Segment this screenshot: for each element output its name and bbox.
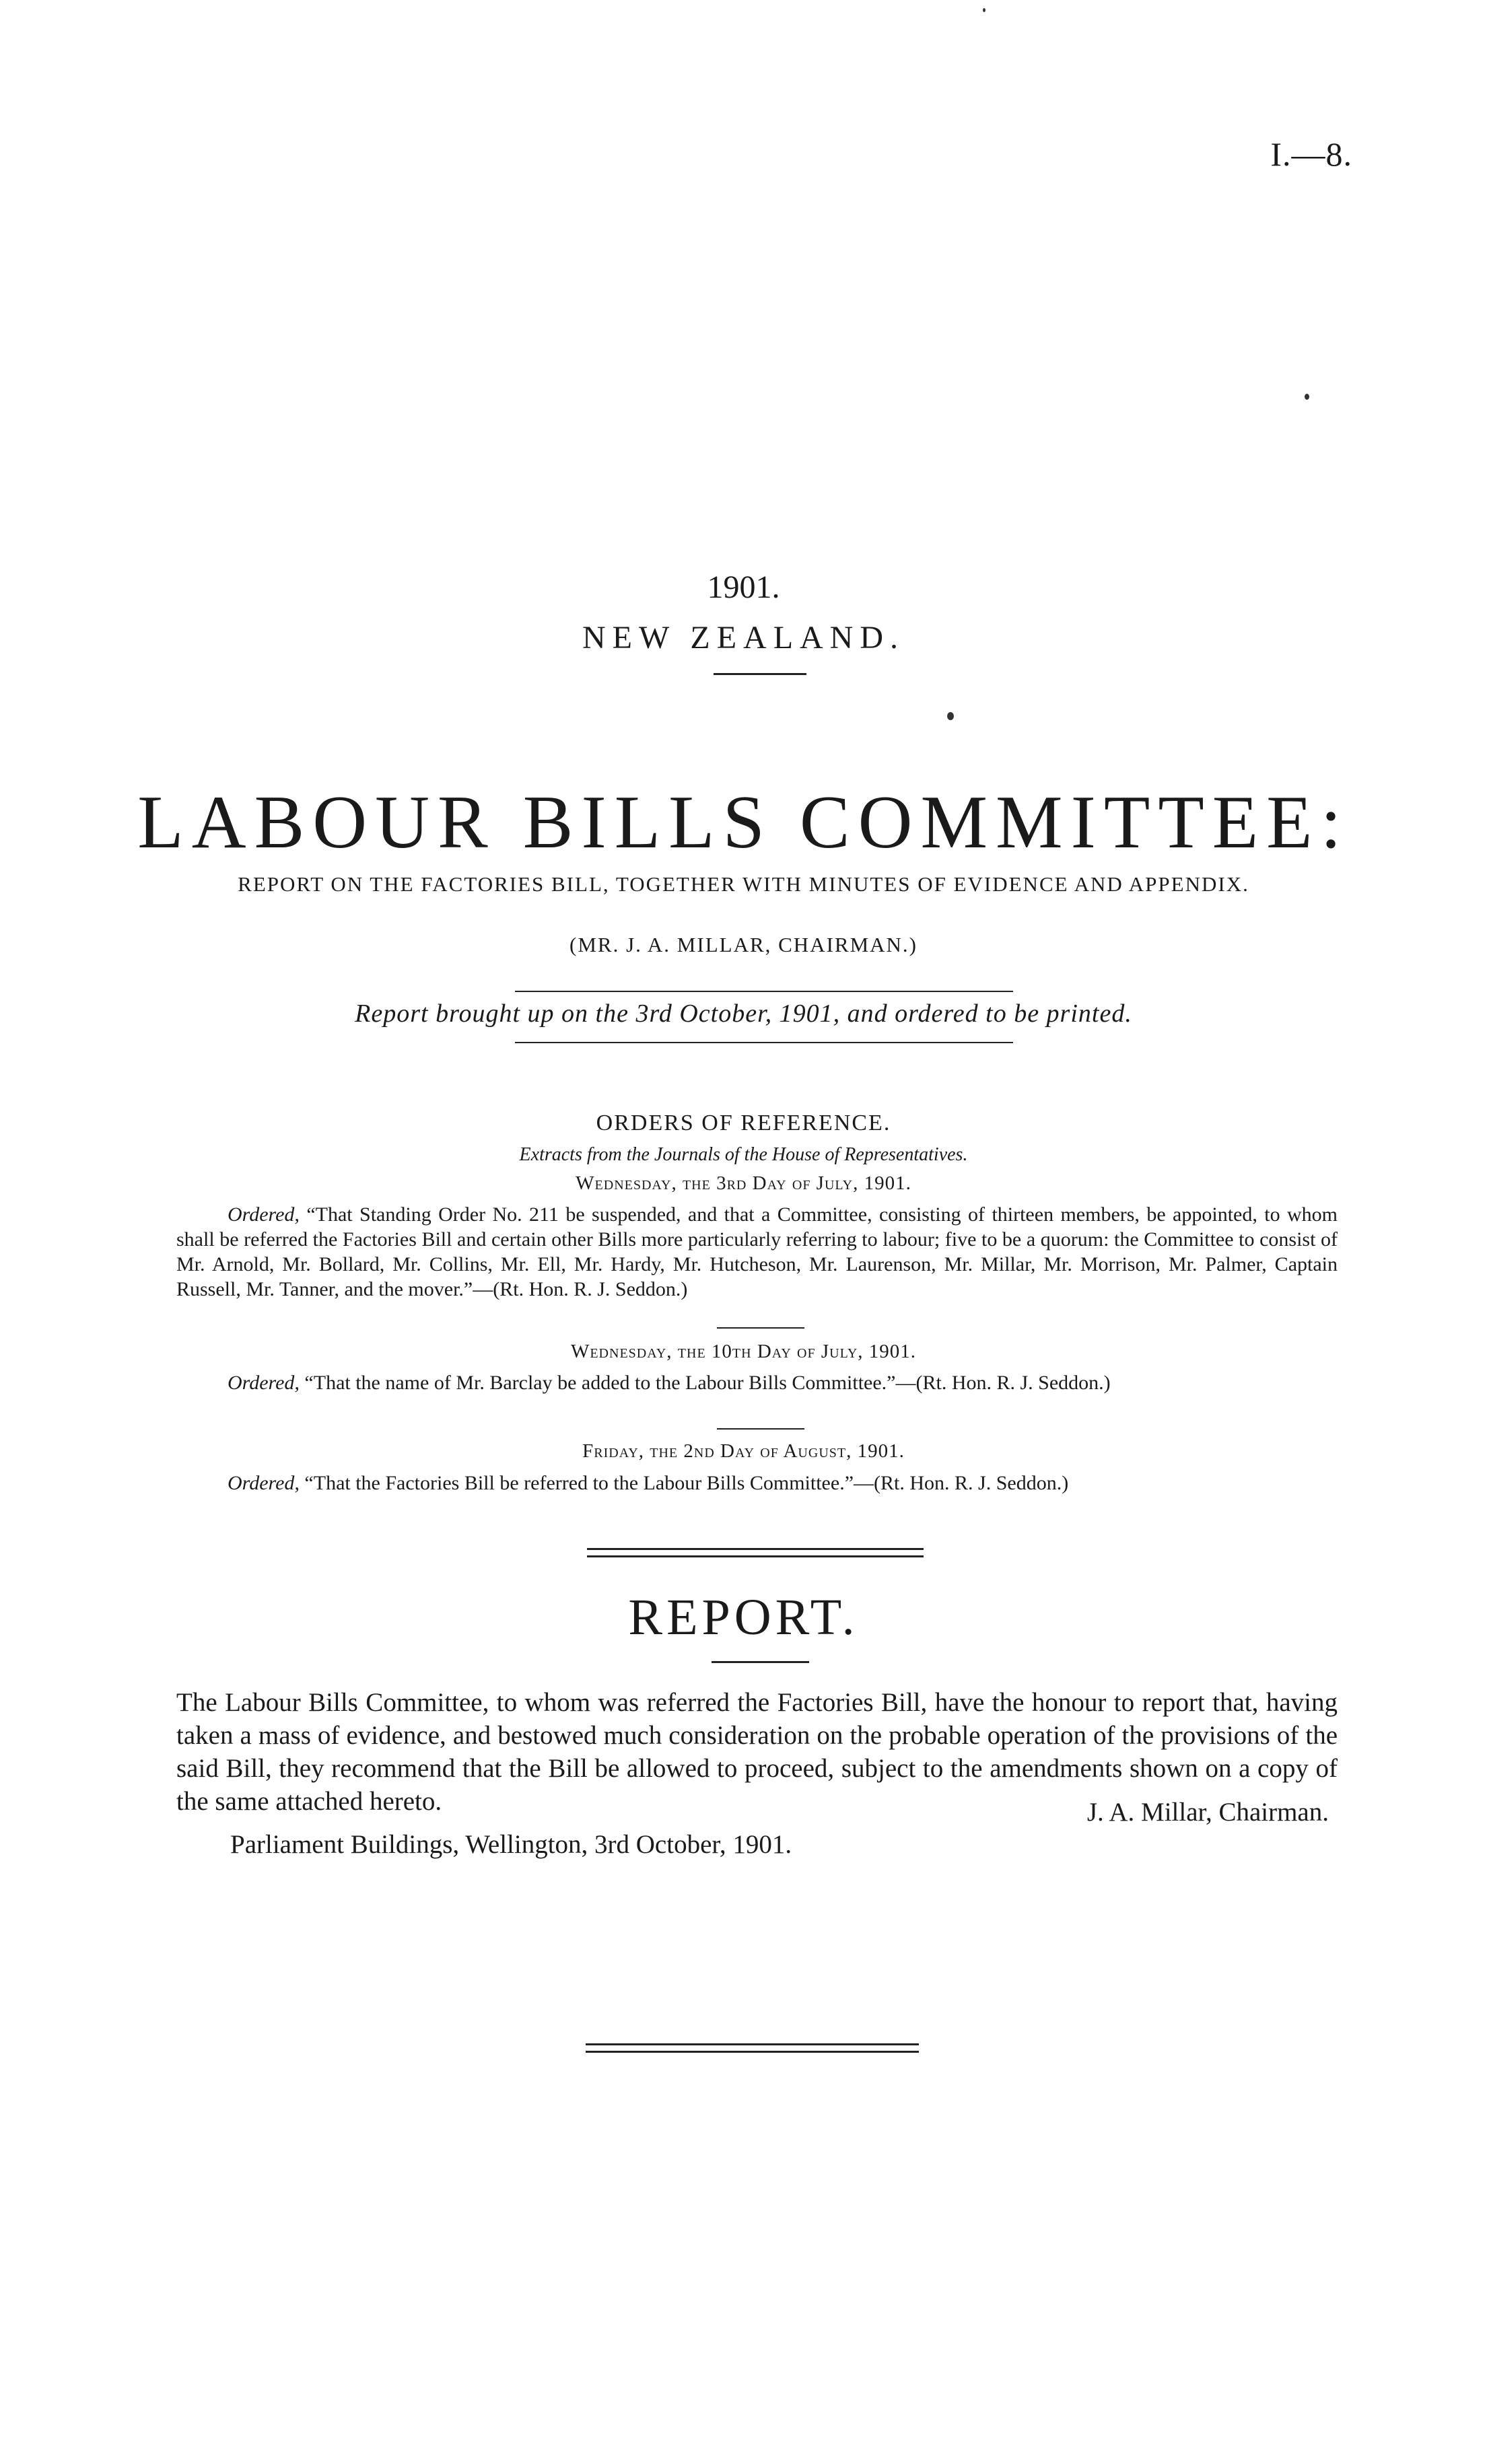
section-divider — [587, 1548, 924, 1557]
ordered-label: Ordered, — [228, 1472, 300, 1494]
scan-speck — [1305, 394, 1309, 400]
order-date: Wednesday, the 10th Day of July, 1901. — [570, 1341, 917, 1362]
document-year: 1901. — [707, 569, 780, 605]
orders-heading: ORDERS OF REFERENCE. — [596, 1111, 891, 1135]
divider — [714, 673, 806, 675]
ordered-label: Ordered, — [228, 1203, 300, 1226]
divider — [712, 1661, 809, 1663]
divider — [717, 1428, 804, 1430]
order-date: Wednesday, the 3rd Day of July, 1901. — [576, 1172, 911, 1194]
scan-speck — [947, 712, 954, 720]
order-paragraph — [176, 1202, 1338, 1302]
document-country: NEW ZEALAND. — [582, 620, 905, 656]
order-text: “That the name of Mr. Barclay be added to the Labour Bills Committee.”—(Rt. Hon. R. J. Seddon.) — [304, 1372, 1111, 1394]
order-text: “That the Factories Bill be referred to the Labour Bills Committee.”—(Rt. Hon. R. J. Seddon.) — [304, 1472, 1069, 1494]
order-text: “That Standing Order No. 211 be suspended, and that a Committee, consisting of thirteen members, be appointed, to whom shall be referred the Factories Bill and certain other Bills more particularly referring to labour; five to be a quorum: the Committee to consist of Mr. Arnold, Mr. Bollard, Mr. Collins, Mr. Ell, Mr. Hardy, Mr. Hutcheson, Mr. Laurenson, Mr. Millar, Mr. Morrison, Mr. Palmer, Captain Russell, Mr. Tanner, and the mover.”—(Rt. Hon. R. J. Seddon.) — [176, 1203, 1338, 1300]
scan-speck — [983, 8, 985, 12]
order-paragraph — [176, 1471, 1338, 1495]
divider — [717, 1327, 804, 1329]
page-reference: I.—8. — [1270, 135, 1352, 173]
chairman-line: (MR. J. A. MILLAR, CHAIRMAN.) — [569, 933, 918, 956]
document-title: LABOUR BILLS COMMITTEE: — [137, 781, 1350, 864]
report-heading: REPORT. — [628, 1589, 859, 1646]
report-text: The Labour Bills Committee, to whom was referred the Factories Bill, have the honour to report that, having taken a mass of evidence, and bestowed much consideration on the probable operation of the provisions of the said Bill, they recommend that the Bill be allowed to proceed, subject to the amendments shown on a copy of the same attached hereto. — [176, 1688, 1338, 1816]
orders-extracts: Extracts from the Journals of the House of Representatives. — [519, 1144, 968, 1165]
order-paragraph — [176, 1370, 1338, 1395]
ordered-label: Ordered, — [228, 1372, 300, 1394]
report-signature: J. A. Millar, Chairman. — [1086, 1798, 1329, 1827]
section-divider — [586, 2043, 919, 2053]
divider — [515, 1042, 1013, 1043]
report-place-date: Parliament Buildings, Wellington, 3rd October, 1901. — [230, 1830, 792, 1859]
document-subtitle: REPORT ON THE FACTORIES BILL, TOGETHER WITH MINUTES OF EVIDENCE AND APPENDIX. — [238, 872, 1249, 896]
order-date: Friday, the 2nd Day of August, 1901. — [582, 1440, 905, 1462]
printed-note: Report brought up on the 3rd October, 1901, and ordered to be printed. — [355, 999, 1132, 1028]
divider — [515, 991, 1013, 992]
